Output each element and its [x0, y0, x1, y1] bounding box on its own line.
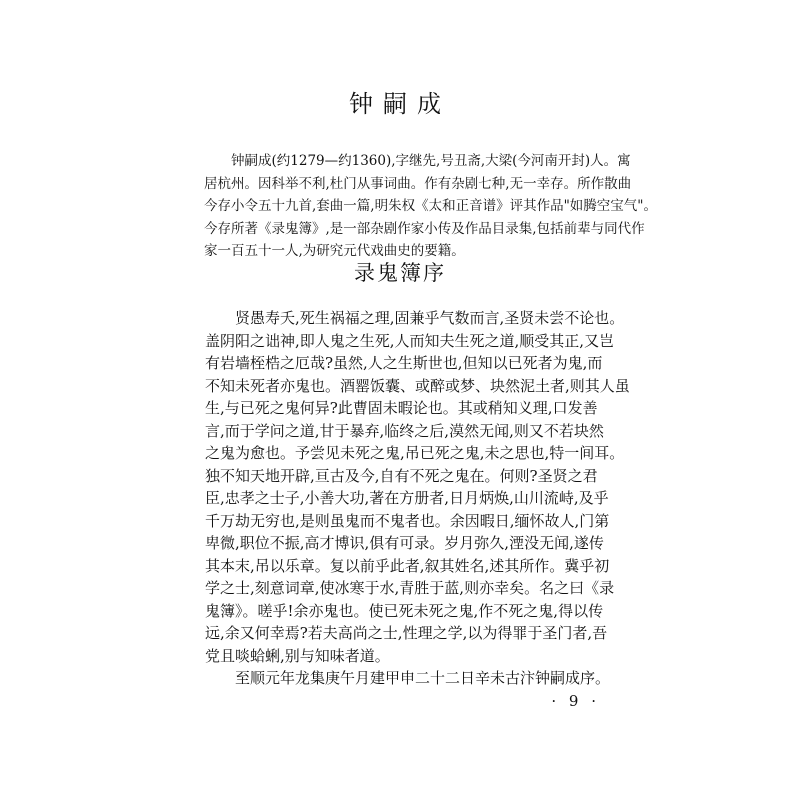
preface-line: 学之士,刻意词章,使冰寒于水,青胜于蓝,则亦幸矣。名之曰《录 [205, 579, 615, 597]
preface-signature-line: 至顺元年龙集庚午月建甲申二十二日辛未古汴钟嗣成序。 [235, 669, 611, 687]
bio-line: 家一百五十一人,为研究元代戏曲史的要籍。 [204, 243, 465, 259]
preface-text [205, 307, 630, 690]
preface-line: 卑微,职位不振,高才博识,俱有可录。岁月弥久,湮没无闻,遂传 [205, 534, 604, 552]
preface-line: 不知未死者亦鬼也。酒罂饭囊、或醉或梦、块然泥土者,则其人虽 [205, 376, 630, 395]
preface-title: 录鬼簿序 [354, 261, 446, 285]
preface-line: 盖阴阳之诎神,即人鬼之生死,人而知夫生死之道,顺受其正,又岂 [205, 331, 615, 350]
bio-line: 居杭州。因科举不利,杜门从事词曲。作有杂剧七种,无一幸存。所作散曲 [204, 175, 632, 192]
preface-line: 千万劫无穷也,是则虽鬼而不鬼者也。余因暇日,缅怀故人,门第 [205, 511, 610, 530]
preface-line: 党且啖蛤蜊,别与知味者道。 [205, 646, 390, 665]
preface-line: 之鬼为愈也。予尝见未死之鬼,吊已死之鬼,未之思也,特一间耳。 [205, 444, 625, 462]
preface-line: 臣,忠孝之士子,小善大功,著在方册者,日月炳焕,山川流峙,及乎 [205, 489, 609, 507]
preface-line: 远,余又何幸焉?若夫高尚之士,性理之学,以为得罪于圣门者,吾 [205, 624, 608, 642]
bio-line: 钟嗣成(约1279—约1360),字继先,号丑斋,大梁(今河南开封)人。寓 [231, 153, 631, 169]
preface-line: 言,而于学问之道,甘于暴弃,临终之后,漠然无闻,则又不若块然 [205, 421, 604, 440]
preface-line: 鬼簿》。嗟乎!余亦鬼也。使已死未死之鬼,作不死之鬼,得以传 [205, 601, 604, 620]
preface-line: 有岩墙桎梏之厄哉?虽然,人之生斯世也,但知以已死者为鬼,而 [205, 354, 603, 372]
preface-line: 独不知天地开辟,亘古及今,自有不死之鬼在。何则?圣贤之君 [205, 466, 598, 485]
author-biography [204, 150, 658, 263]
author-name-heading: 钟嗣成 [349, 90, 451, 118]
page-number: · 9 · [551, 692, 600, 710]
bio-line: 今存所著《录鬼簿》,是一部杂剧作家小传及作品目录集,包括前辈与同代作 [204, 220, 645, 237]
preface-line: 其本末,吊以乐章。复以前乎此者,叙其姓名,述其所作。冀乎初 [205, 556, 610, 575]
preface-line: 贤愚寿夭,死生祸福之理,固兼乎气数而言,圣贤未尝不论也。 [235, 309, 625, 327]
preface-line: 生,与已死之鬼何异?此曹固未暇论也。其或稍知义理,口发善 [205, 399, 598, 417]
bio-line: 今存小令五十九首,套曲一篇,明朱权《太和正音谱》评其作品"如腾空宝气"。 [204, 198, 658, 214]
